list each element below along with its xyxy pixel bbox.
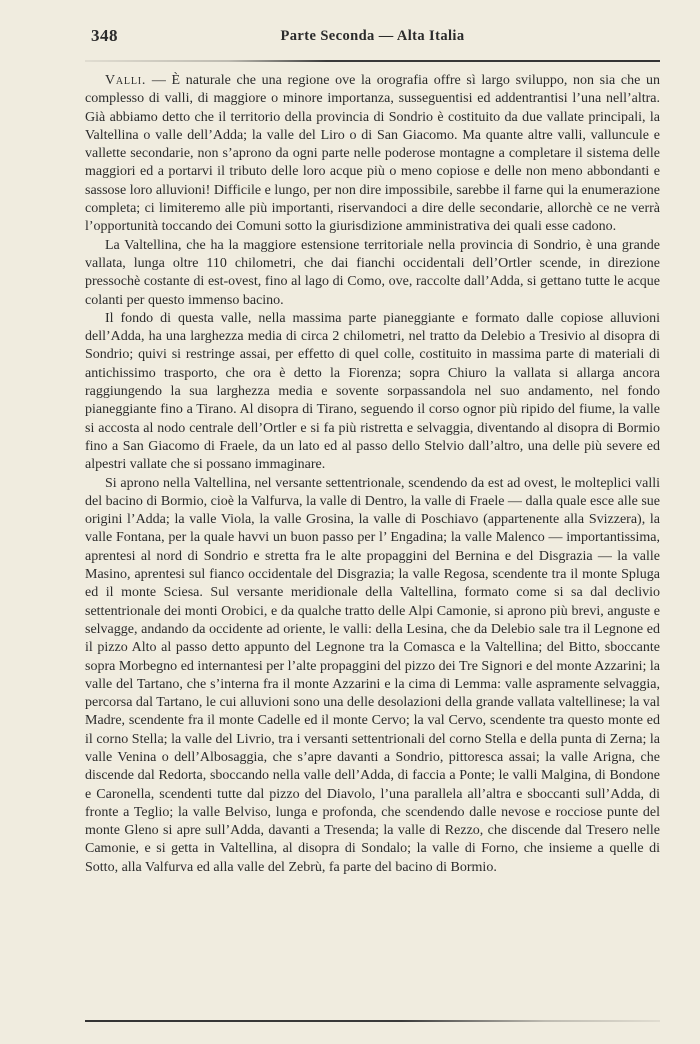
page-header — [85, 26, 660, 48]
paragraph-text: — È naturale che una regione ove la orografia offre sì largo sviluppo, non sia che un complesso di valli, di maggiore o minore importanza, susseguentisi ed addentrantisi l’una nell’altra. Già abbiamo detto che il territorio della provincia di Sondrio è costituito da due vallate principali, la Valtellina o valle dell’Adda; la valle del Liro o di San Giacomo. Ma quante altre valli, valluncule e vallette secondarie, non s’aprono da ogni parte nelle poderose montagne a completare il sistema delle maggiori ed a portarvi il tributo delle loro acque più o meno copiose e delle non meno abbondanti e sassose loro alluvioni! Difficile e lungo, per non dire impossibile, sarebbe il farne qui la enumerazione completa; ci limiteremo alle più importanti, riservandoci a dire delle secondarie, allorchè ce ne verrà l’opportunità toccando dei Comuni sotto la giurisdizione amministrativa dei quali esse cadono. — [85, 73, 660, 235]
footer-rule — [85, 1020, 660, 1022]
paragraph — [85, 475, 660, 878]
body-text — [85, 72, 660, 1002]
paragraph — [85, 72, 660, 237]
paragraph-lead: Valli. — [105, 73, 147, 88]
paragraph-text: Si aprono nella Valtellina, nel versante settentrionale, scendendo da est ad ovest, le molteplici valli del bacino di Bormio, cioè la Valfurva, la valle di Dentro, la valle di Fraele — dalla quale esce alle sue origini l’Adda; la valle Viola, la valle Grosina, la valle di Poschiavo (appartenente alla Svizzera), la valle Fontana, per la quale havvi un buon passo per l’ Engadina; la valle Malenco — importantissima, aprentesi al nord di Sondrio e stretta fra le alte propaggini del Bernina e del Disgrazia — la valle Masino, aprentesi sul fianco occidentale del Disgrazia; la valle Regosa, scendente tra il monte Spluga ed il monte Sciesa. Sul versante meridionale della Valtellina, formato come si sa dal declivio settentrionale dei monti Orobici, e da qualche tratto delle Alpi Camonie, si aprono più brevi, anguste e selvagge, andando da occidente ad oriente, le valli: della Lesina, che da Delebio sale tra il Legnone ed il pizzo Alto al passo detto appunto del Legnone tra la Comasca e la Valtellina; del Bitto, sboccante sopra Morbegno ed internantesi per l’alte propaggini del pizzo dei Tre Signori e del monte Azzarini; la valle del Tartano, che s’interna fra il monte Azzarini e la cima di Lemma: valle aspramente selvaggia, percorsa dal Tartano, le cui alluvioni sono una delle desolazioni della grande vallata valtellinese; la val Madre, scendente fra il monte Cadelle ed il monte Cervo; la val Cervo, scendente tra questo monte ed il corno Stella; la valle del Livrio, tra i versanti settentrionali del corno Stella e della punta di Zerna; la valle Venina o dell’Albosaggia, che s’apre davanti a Sondrio, pittoresca assai; la valle Arigna, che discende dal Redorta, sboccando nella valle dell’Adda, di faccia a Ponte; le valli Malgina, di Bondone e Caronella, scendenti tutte dal pizzo del Diavolo, l’una parallela all’altra e sboccanti sull’Adda, di fronte a Teglio; la valle Belviso, lunga e profonda, che scendendo dalle nevose e rocciose punte del monte Gleno si apre sull’Adda, davanti a Tresenda; la valle di Rezzo, che discende dal Tresero nelle Camonie, e si getta in Valtellina, al disopra di Sondalo; la valle di Forno, che insieme a quelle di Sotto, alla Valfurva ed alla valle del Zebrù, fa parte del bacino di Bormio. — [85, 475, 660, 875]
page-number: 348 — [91, 26, 118, 45]
paragraph-text: Il fondo di questa valle, nella massima parte pianeggiante e formato dalle copiose alluvioni dell’Adda, ha una larghezza media di circa 2 chilometri, nel tratto da Delebio a Tresivio al disopra di Sondrio; quivi si restringe assai, per effetto di quel colle, costituito in massima parte di materiali di antichissimo trasporto, che ora è detto la Fiorenza; sopra Chiuro la vallata si allarga ancora raggiungendo la sua larghezza media e sovente sorpassandola nel suo andamento, nel fondo pianeggiante fino a Tirano. Al disopra di Tirano, seguendo il corso ognor più ripido del fiume, la valle si accosta al nodo centrale dell’Ortler e si fa più ristretta e selvaggia, diventando al disopra di Bormio fino a San Giacomo di Fraele, da un lato ed al passo dello Stelvio dall’altro, una delle più severe ed alpestri vallate che si possano immaginare. — [85, 310, 660, 473]
paragraph-text: La Valtellina, che ha la maggiore estensione territoriale nella provincia di Sondrio, è una grande vallata, lunga oltre 110 chilometri, che dai fianchi occidentali dell’Ortler scende, in direzione pressochè costante di est-ovest, fino al lago di Como, ove, raccolte dall’Adda, si gettano tutte le acque colanti per questo immenso bacino. — [85, 237, 660, 308]
header-title: Parte Seconda — Alta Italia — [280, 28, 465, 44]
header-rule — [85, 60, 660, 62]
paragraph — [85, 237, 660, 310]
paragraph — [85, 310, 660, 475]
